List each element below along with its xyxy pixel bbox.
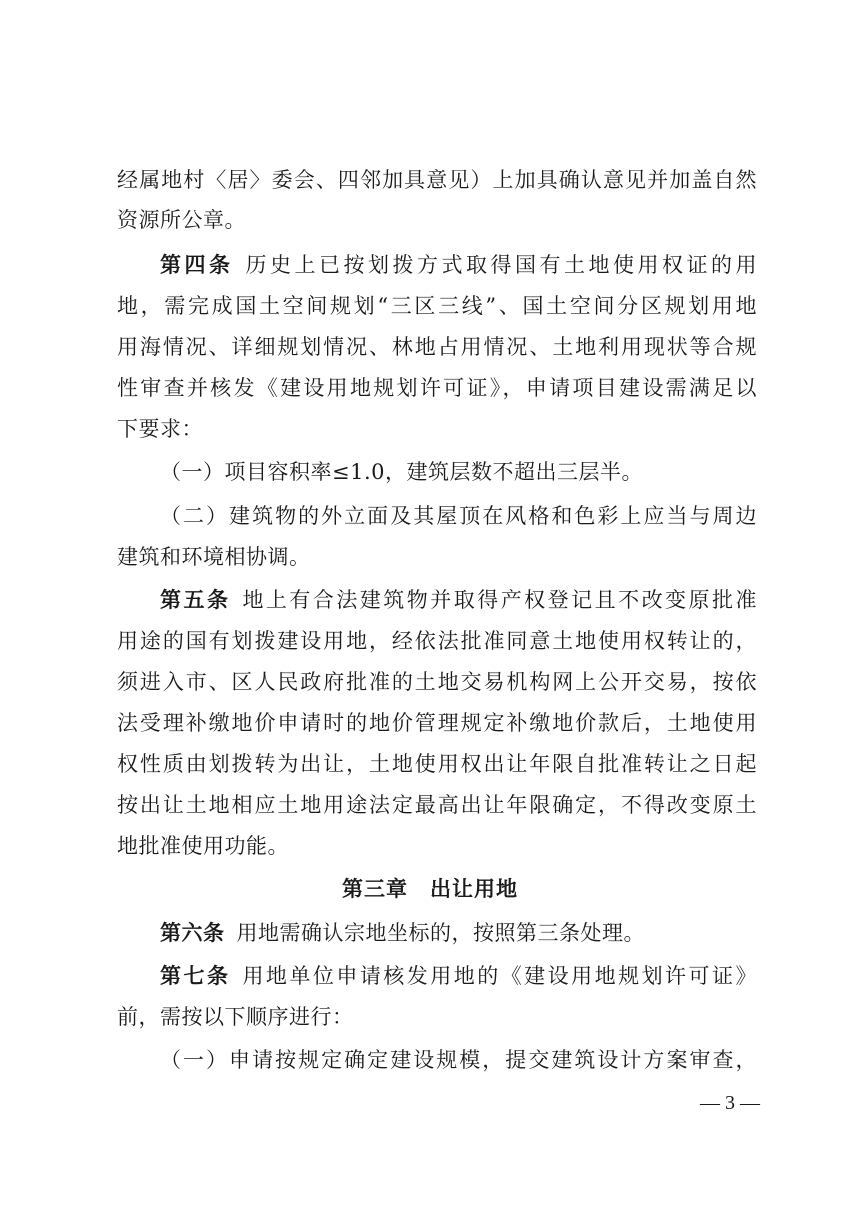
article-line (160, 245, 757, 285)
page-number: — 3 — (700, 1092, 760, 1114)
article-number: 第六条 (160, 920, 225, 945)
text-line: 性审查并核发《建设用地规划许可证》，申请项目建设需满足以 (117, 376, 757, 400)
article-line (160, 580, 757, 620)
text-line: 权性质由划拨转为出让，土地使用权出让年限自批准转让之日起 (117, 752, 757, 776)
text-line: 用海情况、详细规划情况、林地占用情况、土地利用现状等合规 (117, 335, 757, 359)
text-line: 用途的国有划拨建设用地，经依法批准同意土地使用权转让的， (117, 629, 757, 653)
text-line: 经属地村〈居〉委会、四邻加具意见）上加具确认意见并加盖自然 (117, 168, 757, 192)
article-line (160, 913, 757, 953)
chapter-heading: 第三章 出让用地 (342, 876, 518, 901)
text-line: 资源所公章。 (117, 208, 246, 232)
text-line: （一）申请按规定确定建设规模，提交建筑设计方案审查， (160, 1048, 757, 1072)
text-segment: 用地单位申请核发用地的《建设用地规划许可证》 (242, 964, 757, 988)
text-line: 地，需完成国土空间规划“三区三线”、国土空间分区规划用地 (117, 294, 757, 318)
text-line: 按出让土地相应土地用途法定最高出让年限确定，不得改变原土 (117, 793, 757, 817)
text-line: 地批准使用功能。 (117, 834, 289, 858)
text-line: 前，需按以下顺序进行： (117, 1005, 354, 1029)
text-line: 下要求： (117, 417, 203, 441)
text-segment: 历史上已按划拨方式取得国有土地使用权证的用 (245, 253, 757, 277)
text-segment: 地上有合法建筑物并取得产权登记且不改变原批准 (242, 588, 757, 612)
text-line: 须进入市、区人民政府批准的土地交易机构网上公开交易，按依 (117, 670, 757, 694)
text-line: 建筑和环境相协调。 (117, 545, 311, 569)
article-number: 第五条 (160, 587, 231, 612)
text-line: 法受理补缴地价申请时的地价管理规定补缴地价款后，土地使用 (117, 711, 757, 735)
text-segment: 用地需确认宗地坐标的，按照第三条处理。 (236, 921, 645, 945)
article-line (160, 956, 757, 996)
text-line: （一）项目容积率≤1.0，建筑层数不超出三层半。 (160, 460, 643, 484)
article-number: 第七条 (160, 963, 231, 988)
text-line: （二）建筑物的外立面及其屋顶在风格和色彩上应当与周边 (160, 504, 757, 528)
article-number: 第四条 (160, 252, 234, 277)
